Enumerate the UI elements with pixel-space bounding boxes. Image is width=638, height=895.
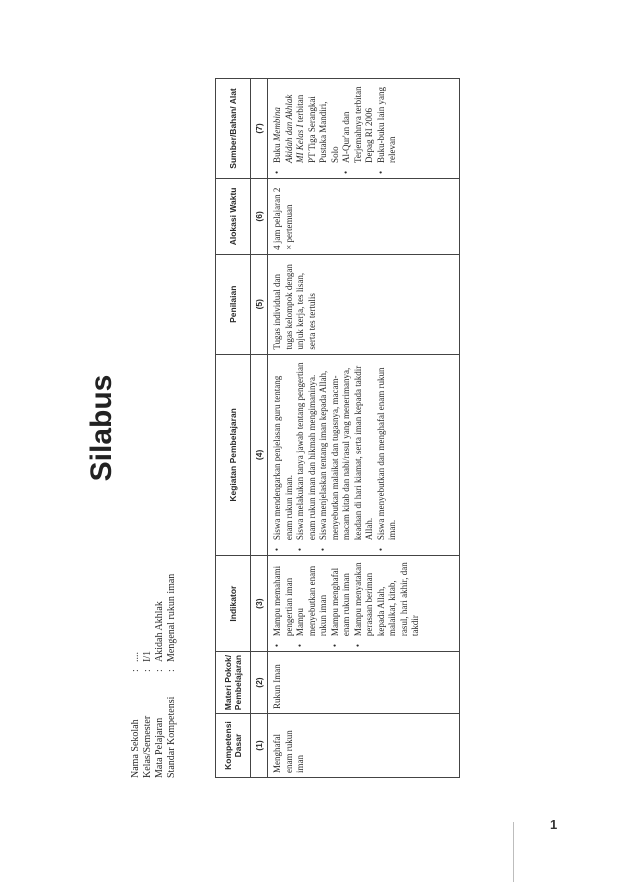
info-row-class-semester: [142, 574, 154, 778]
info-separator: :: [142, 669, 153, 672]
info-value: Akidah Akhlak: [154, 601, 165, 662]
source-suffix: terbitan PT Tiga Serangkai Pustaka Mandiri, Solo: [295, 94, 340, 163]
column-header: Alokasi Waktu: [216, 178, 251, 254]
info-row-school: [130, 574, 142, 778]
column-number: (4): [251, 354, 268, 556]
column-number: (3): [251, 556, 268, 652]
column-header: Penilaian: [216, 254, 251, 354]
column-header: Kompetensi Dasar: [216, 714, 251, 778]
info-row-competency-standard: [166, 574, 178, 778]
column-header: Indikator: [216, 556, 251, 652]
margin-divider: [513, 822, 514, 882]
source-prefix: Buku: [272, 141, 282, 163]
cell-materi-pokok: Rukun Iman: [268, 652, 460, 714]
cell-sumber: [268, 79, 460, 179]
indikator-list: [272, 560, 422, 647]
column-header: Kegiatan Pembelajaran: [216, 354, 251, 556]
list-item: • Siswa mendengarkan penjelasan guru tentang enam rukun iman.: [272, 359, 295, 552]
list-item: • Mampu memahami pengertian iman: [272, 560, 295, 647]
info-value: Mengenal rukun iman: [166, 573, 177, 662]
syllabus-info: [130, 574, 178, 778]
list-item: • Buku-buku lain yang relevan: [376, 83, 399, 174]
list-item: • Mampu menyatakan perasaan beriman kepada Allah, malaikat, kitab, rasul, hari akhir, dan takdir: [353, 560, 422, 647]
list-item: • Mampu menyebutkan enam rukun iman: [295, 560, 330, 647]
column-number: (2): [251, 652, 268, 714]
info-row-subject: [154, 574, 166, 778]
info-label: Kelas/Semester: [142, 715, 153, 778]
page-title: Silabus: [85, 374, 118, 482]
table-header-row: [216, 79, 251, 778]
list-item: • Siswa menjelaskan tentang iman kepada Allah, menyebutkan malaikat dan tugasnya, macam-macam kitab dan nabi/rasul yang menerimanya, keadaan di hari kiamat, serta iman kepada takdir Allah.: [318, 359, 376, 552]
info-label: Nama Sekolah: [130, 719, 141, 778]
info-value: I/1: [142, 650, 153, 662]
table-row: [268, 79, 460, 778]
page-number: 1: [550, 817, 558, 832]
info-value: ....: [130, 652, 141, 662]
syllabus-table: [215, 78, 460, 778]
column-number: (7): [251, 79, 268, 179]
list-item: • Siswa menyebutkan dan menghafal enam rukun iman.: [376, 359, 399, 552]
info-separator: :: [154, 669, 165, 672]
column-number: (5): [251, 254, 268, 354]
list-item: • Al-Qur'an dan Terjemahnya terbitan Depag RI 2006: [341, 83, 376, 174]
cell-alokasi-waktu: 4 jam pelajaran 2 × pertemuan: [268, 178, 460, 254]
cell-penilaian: Tugas individual dan tugas kelompok dengan unjuk kerja, tes lisan, serta tes tertulis: [268, 254, 460, 354]
info-separator: :: [166, 669, 177, 672]
kegiatan-list: [272, 359, 399, 552]
column-number: (6): [251, 178, 268, 254]
list-item: • Siswa melakukan tanya jawab tentang pengertian enam rukun iman dan hikmah mengimaninya.: [295, 359, 318, 552]
info-label: Standar Kompetensi: [166, 696, 177, 778]
rotated-page-content: [85, 78, 530, 778]
column-header: Sumber/Bahan/ Alat: [216, 79, 251, 179]
info-separator: :: [130, 669, 141, 672]
sumber-list: [272, 83, 399, 174]
list-item: • Mampu menghafal enam rukun iman: [330, 560, 353, 647]
book-title: Membina Akidah dan Akhlak MI Kelas I: [272, 94, 305, 163]
list-item: [272, 83, 341, 174]
cell-kompetensi-dasar: Menghafal enam rukun iman: [268, 714, 460, 778]
cell-kegiatan: [268, 354, 460, 556]
cell-indikator: [268, 556, 460, 652]
info-label: Mata Pelajaran: [154, 717, 165, 778]
column-number: (1): [251, 714, 268, 778]
column-number-row: [251, 79, 268, 778]
column-header: Materi Pokok/ Pembelajaran: [216, 652, 251, 714]
